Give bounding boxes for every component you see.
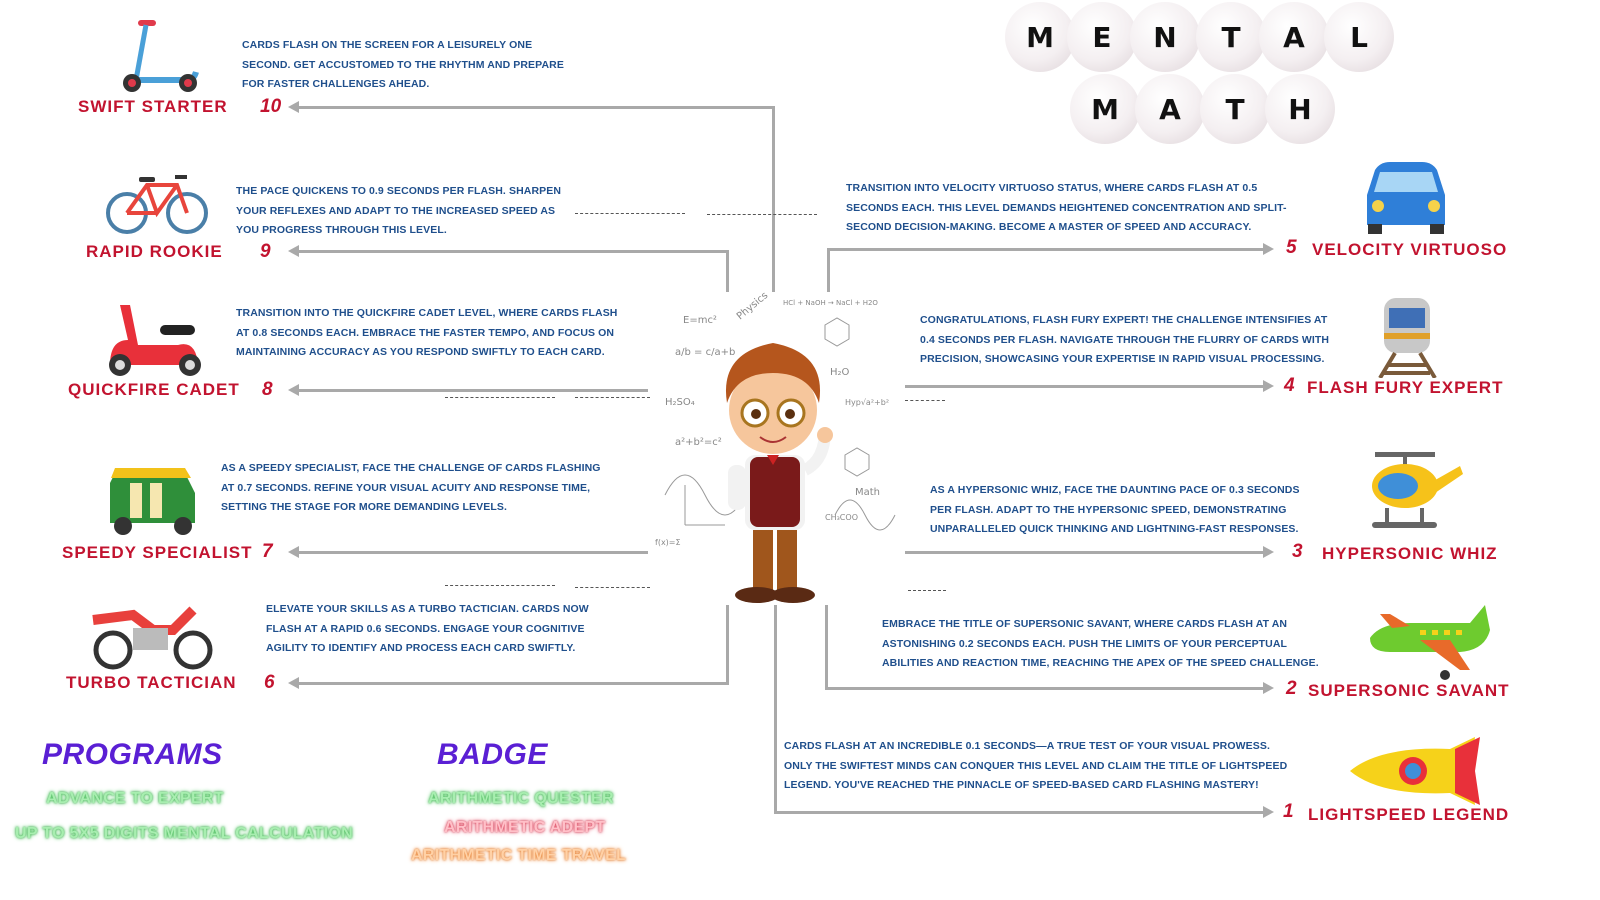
description-line: PRECISION, SHOWCASING YOUR EXPERTISE IN RAPID VISUAL PROCESSING. [920, 353, 1325, 365]
description-line: AGILITY TO IDENTIFY AND PROCESS EACH CARD SWIFTLY. [266, 642, 576, 654]
description-line: LEGEND. YOU'VE REACHED THE PINNACLE OF SPEED-BASED CARD FLASHING MASTERY! [784, 779, 1259, 791]
description-line: MAINTAINING ACCURACY AS YOU RESPOND SWIFTLY TO EACH CARD. [236, 346, 605, 358]
level-title: LIGHTSPEED LEGEND [1308, 805, 1510, 824]
title-ball: M [1070, 74, 1140, 144]
description-line: EMBRACE THE TITLE OF SUPERSONIC SAVANT, WHERE CARDS FLASH AT AN [882, 618, 1288, 630]
dashed-line [707, 214, 817, 215]
badge-item: ARITHMETIC ADEPT [444, 819, 606, 836]
connector-line [827, 248, 1263, 251]
title-ball: H [1265, 74, 1335, 144]
connector-line [298, 682, 729, 685]
svg-text:a/b = c/a+b: a/b = c/a+b [675, 347, 736, 358]
arrow-head [1263, 243, 1274, 255]
level-title: TURBO TACTICIAN [66, 673, 237, 692]
level-description [784, 737, 1287, 796]
dashed-line [908, 590, 946, 591]
level-description [242, 36, 564, 95]
connector-line [298, 551, 648, 554]
level-number: 5 [1286, 237, 1297, 258]
airplane-icon [1360, 600, 1495, 682]
description-line: FOR FASTER CHALLENGES AHEAD. [242, 78, 430, 90]
description-line: FLASH AT A RAPID 0.6 SECONDS. ENGAGE YOUR COGNITIVE [266, 622, 585, 635]
dashed-line [445, 397, 555, 398]
connector-line [772, 106, 775, 292]
svg-text:CH₃COO: CH₃COO [825, 513, 858, 522]
description-line: ONLY THE SWIFTEST MINDS CAN CONQUER THIS LEVEL AND CLAIM THE TITLE OF LIGHTSPEED [784, 759, 1288, 772]
description-line: CARDS FLASH ON THE SCREEN FOR A LEISURELY ONE [242, 39, 533, 51]
motorcycle-icon [88, 600, 218, 672]
title-ball: E [1067, 2, 1137, 72]
title-ball: L [1324, 2, 1394, 72]
description-line: PER FLASH. ADAPT TO THE HYPERSONIC SPEED, DEMONSTRATING [930, 503, 1287, 516]
level-number: 6 [264, 672, 275, 693]
svg-text:H₂O: H₂O [830, 367, 850, 378]
connector-line [726, 605, 729, 685]
title-ball: T [1200, 74, 1270, 144]
connector-line [298, 389, 648, 392]
level-description [930, 481, 1300, 540]
description-line: ELEVATE YOUR SKILLS AS A TURBO TACTICIAN. CARDS NOW [266, 603, 589, 615]
description-line: AS A HYPERSONIC WHIZ, FACE THE DAUNTING PACE OF 0.3 SECONDS [930, 484, 1300, 496]
level-number: 2 [1286, 678, 1297, 699]
svg-text:E=mc²: E=mc² [683, 315, 717, 326]
program-item: ADVANCE TO EXPERT [46, 790, 224, 807]
dashed-line [575, 397, 650, 398]
connector-line [825, 687, 1263, 690]
description-line: THE PACE QUICKENS TO 0.9 SECONDS PER FLASH. SHARPEN [236, 185, 562, 197]
level-number: 4 [1284, 375, 1295, 396]
level-description [846, 179, 1287, 238]
connector-line [298, 106, 775, 109]
arrow-head [1263, 806, 1274, 818]
level-title: SWIFT STARTER [78, 97, 228, 116]
connector-line [298, 250, 729, 253]
description-line: AS A SPEEDY SPECIALIST, FACE THE CHALLENGE OF CARDS FLASHING [221, 462, 601, 474]
description-line: YOUR REFLEXES AND ADAPT TO THE INCREASED SPEED AS [236, 204, 556, 217]
arrow-head [288, 101, 299, 113]
level-description [266, 600, 589, 659]
arrow-head [288, 677, 299, 689]
description-line: CONGRATULATIONS, FLASH FURY EXPERT! THE CHALLENGE INTENSIFIES AT [920, 314, 1328, 326]
badge-item: ARITHMETIC QUESTER [428, 790, 614, 807]
description-line: SECOND DECISION-MAKING. BECOME A MASTER OF SPEED AND ACCURACY. [846, 221, 1252, 233]
description-line: CARDS FLASH AT AN INCREDIBLE 0.1 SECONDS—A TRUE TEST OF YOUR VISUAL PROWESS. [784, 740, 1270, 752]
description-line: AT 0.8 SECONDS EACH. EMBRACE THE FASTER TEMPO, AND FOCUS ON [236, 326, 615, 339]
kick-scooter-icon [118, 15, 203, 97]
arrow-head [1263, 682, 1274, 694]
level-title: SPEEDY SPECIALIST [62, 543, 253, 562]
program-item: UP TO 5X5 DIGITS MENTAL CALCULATION [15, 825, 353, 842]
scientist-boy-illustration [645, 285, 910, 610]
arrow-head [288, 245, 299, 257]
description-line: TRANSITION INTO THE QUICKFIRE CADET LEVEL, WHERE CARDS FLASH [236, 307, 618, 319]
svg-text:Hyp√a²+b²: Hyp√a²+b² [845, 398, 890, 407]
level-description [236, 304, 617, 363]
train-icon [1370, 293, 1445, 378]
auto-rickshaw-icon [105, 463, 200, 541]
dashed-line [445, 585, 555, 586]
title-ball: A [1259, 2, 1329, 72]
level-number: 7 [262, 541, 273, 562]
dashed-line [575, 213, 685, 214]
arrow-head [288, 546, 299, 558]
svg-text:f(x)=Σ: f(x)=Σ [655, 538, 681, 547]
description-line: SECONDS EACH. THIS LEVEL DEMANDS HEIGHTENED CONCENTRATION AND SPLIT- [846, 201, 1287, 214]
level-number: 3 [1292, 541, 1303, 562]
title-ball: T [1196, 2, 1266, 72]
level-title: HYPERSONIC WHIZ [1322, 544, 1498, 563]
arrow-head [288, 384, 299, 396]
description-line: ABILITIES AND REACTION TIME, REACHING THE APEX OF THE SPEED CHALLENGE. [882, 657, 1319, 669]
level-number: 10 [260, 96, 282, 117]
badge-title: BADGE [437, 738, 548, 771]
badge-item: ARITHMETIC TIME TRAVEL [411, 847, 627, 864]
description-line: UNPARALLELED QUICK THINKING AND LIGHTNING-FAST RESPONSES. [930, 523, 1299, 535]
title-ball: M [1005, 2, 1075, 72]
svg-text:Math: Math [855, 487, 881, 498]
connector-line [905, 551, 1263, 554]
helicopter-icon [1360, 448, 1465, 538]
level-title: RAPID ROOKIE [86, 242, 223, 261]
level-description [236, 182, 561, 241]
connector-line [774, 605, 777, 814]
rocket-icon [1345, 735, 1490, 807]
connector-line [774, 811, 1263, 814]
title-ball: A [1135, 74, 1205, 144]
level-number: 8 [262, 379, 273, 400]
level-number: 1 [1283, 801, 1294, 822]
description-line: SETTING THE STAGE FOR MORE DEMANDING LEVELS. [221, 501, 507, 513]
level-title: FLASH FURY EXPERT [1307, 378, 1504, 397]
description-line: 0.4 SECONDS PER FLASH. NAVIGATE THROUGH THE FLURRY OF CARDS WITH [920, 333, 1330, 346]
level-title: VELOCITY VIRTUOSO [1312, 240, 1508, 259]
dashed-line [905, 400, 945, 401]
programs-title: PROGRAMS [42, 738, 223, 771]
description-line: ASTONISHING 0.2 SECONDS EACH. PUSH THE LIMITS OF YOUR PERCEPTUAL [882, 637, 1288, 650]
level-title: SUPERSONIC SAVANT [1308, 681, 1510, 700]
title-ball: N [1130, 2, 1200, 72]
level-description [920, 311, 1329, 370]
description-line: YOU PROGRESS THROUGH THIS LEVEL. [236, 224, 447, 236]
arrow-head [1263, 546, 1274, 558]
description-line: TRANSITION INTO VELOCITY VIRTUOSO STATUS, WHERE CARDS FLASH AT 0.5 [846, 182, 1258, 194]
svg-text:a²+b²=c²: a²+b²=c² [675, 437, 722, 448]
bicycle-icon [105, 165, 210, 237]
level-description [221, 459, 601, 518]
motor-scooter-icon [100, 295, 210, 377]
level-title: QUICKFIRE CADET [68, 380, 240, 399]
connector-line [905, 385, 1263, 388]
description-line: SECOND. GET ACCUSTOMED TO THE RHYTHM AND PREPARE [242, 58, 564, 71]
arrow-head [1263, 380, 1274, 392]
level-number: 9 [260, 241, 271, 262]
connector-line [825, 605, 828, 689]
dashed-line [575, 587, 650, 588]
svg-text:HCl + NaOH → NaCl + H2O: HCl + NaOH → NaCl + H2O [783, 299, 878, 307]
svg-text:H₂SO₄: H₂SO₄ [665, 397, 695, 408]
car-icon [1360, 160, 1452, 238]
description-line: AT 0.7 SECONDS. REFINE YOUR VISUAL ACUITY AND RESPONSE TIME, [221, 481, 591, 494]
level-description [882, 615, 1319, 674]
svg-text:Physics: Physics [734, 290, 771, 323]
